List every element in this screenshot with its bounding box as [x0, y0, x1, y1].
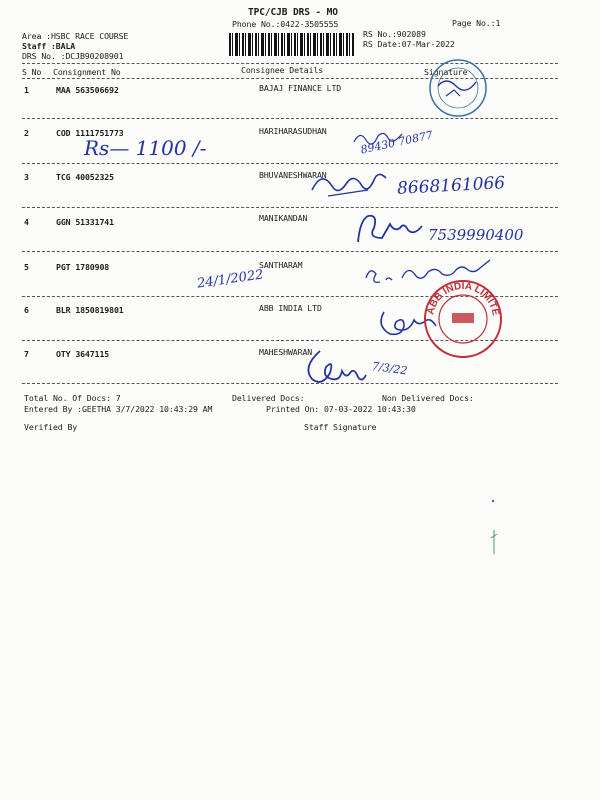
column-header-signature: Signature — [424, 67, 468, 77]
row-consignment: MAA 563506692 — [56, 85, 119, 95]
row2-amount: Rs— 1100 /- — [84, 136, 207, 160]
row-divider — [22, 251, 558, 252]
row-divider — [22, 383, 558, 384]
row-consignee: ABB INDIA LTD — [259, 303, 322, 313]
phone-number: Phone No.:0422-3505555 — [232, 19, 339, 29]
company-stamp-icon — [418, 270, 504, 360]
row-consignment: BLR 1850819801 — [56, 305, 124, 315]
area-label: Area :HSBC RACE COURSE — [22, 31, 129, 41]
row-divider — [22, 207, 558, 208]
row2-phone: 89430 70877 — [359, 128, 435, 157]
staff-label: Staff :BALA — [22, 41, 76, 51]
document-title: TPC/CJB DRS - MO — [248, 7, 338, 18]
printed-on: Printed On: 07-03-2022 10:43:30 — [266, 404, 416, 414]
row-consignment: TCG 40052325 — [56, 172, 114, 182]
row-sno: 5 — [24, 262, 29, 272]
drs-number: DRS No. :DCJB90208901 — [22, 51, 124, 61]
row-consignee: MAHESHWARAN — [259, 347, 313, 357]
row-consignment: OTY 3647115 — [56, 349, 110, 359]
row-consignment: PGT 1780908 — [56, 262, 110, 272]
delivered-docs: Delivered Docs: — [232, 393, 305, 403]
page-number: Page No.:1 — [452, 18, 501, 28]
row7-signature — [300, 345, 370, 387]
row-sno: 6 — [24, 305, 29, 315]
row4-phone: 7539990400 — [428, 226, 524, 244]
column-header-consignment: Consignment No — [53, 67, 121, 77]
row-sno: 2 — [24, 128, 29, 138]
scan-mark-icon — [488, 528, 500, 558]
row3-phone: 8668161066 — [396, 173, 506, 199]
row-consignee: SANTHARAM — [259, 260, 303, 270]
row2-signature — [352, 128, 412, 148]
row-sno: 1 — [24, 85, 29, 95]
row1-stamp-icon — [418, 58, 498, 118]
rs-number: RS No.:902089 — [363, 29, 426, 39]
entered-by: Entered By :GEETHA 3/7/2022 10:43:29 AM — [24, 404, 213, 414]
row-sno: 3 — [24, 172, 29, 182]
stamp-text: ABB INDIA LIMITED — [418, 270, 501, 317]
row-consignee: MANIKANDAN — [259, 213, 308, 223]
row-consignment: COD 1111751773 — [56, 128, 124, 138]
barcode — [229, 33, 354, 56]
row-consignee: HARIHARASUDHAN — [259, 126, 327, 136]
row4-signature — [352, 210, 432, 250]
row7-date: 7/3/22 — [371, 359, 409, 378]
scan-mark-icon — [490, 498, 496, 504]
row-sno: 4 — [24, 217, 29, 227]
total-docs: Total No. Of Docs: 7 — [24, 393, 121, 403]
non-delivered-docs: Non Delivered Docs: — [382, 393, 474, 403]
column-header-sno: S No — [22, 67, 42, 77]
row3-signature — [308, 168, 393, 203]
row-sno: 7 — [24, 349, 29, 359]
row-consignment: GGN 51331741 — [56, 217, 114, 227]
staff-signature-label: Staff Signature — [304, 422, 377, 432]
row-consignee: BHUVANESHWARAN — [259, 170, 327, 180]
row-divider — [22, 118, 558, 119]
column-header-consignee: Consignee Details — [241, 65, 324, 75]
row-consignee: BAJAJ FINANCE LTD — [259, 83, 342, 93]
verified-by-label: Verified By — [24, 422, 78, 432]
rs-date: RS Date:07-Mar-2022 — [363, 39, 455, 49]
row5-date: 24/1/2022 — [196, 267, 265, 292]
row-divider — [22, 163, 558, 164]
